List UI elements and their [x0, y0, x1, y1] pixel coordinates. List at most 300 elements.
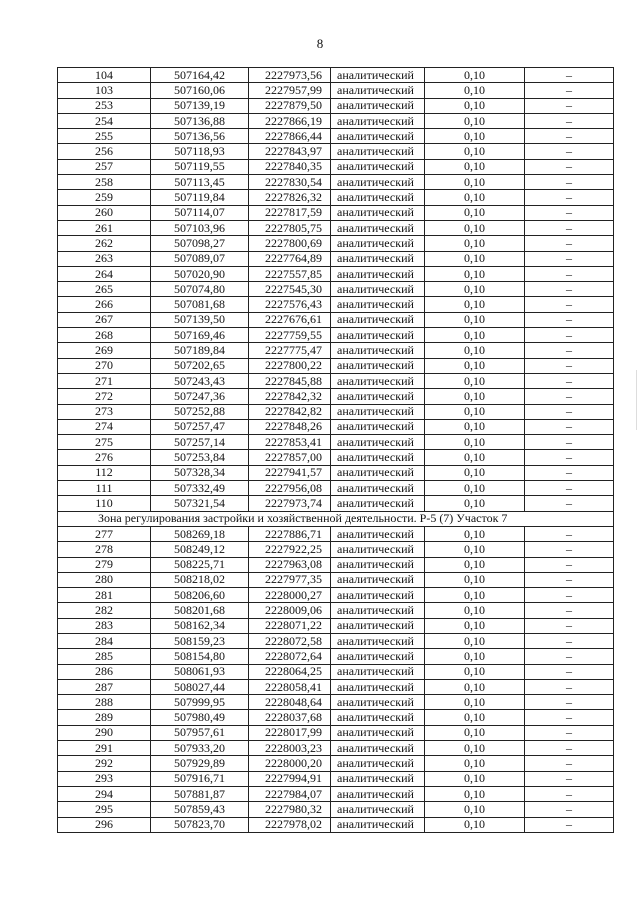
point-number-cell: 269 [58, 343, 151, 358]
table-row [58, 328, 614, 343]
note-cell: – [525, 343, 614, 358]
table-row [58, 68, 614, 83]
table-row [58, 83, 614, 98]
method-cell: аналитический [331, 282, 425, 297]
table-row [58, 450, 614, 465]
y-coordinate-cell: 2228009,06 [249, 603, 331, 618]
x-coordinate-cell: 508162,34 [151, 618, 249, 633]
accuracy-cell: 0,10 [425, 572, 525, 587]
x-coordinate-cell: 507160,06 [151, 83, 249, 98]
x-coordinate-cell: 508061,93 [151, 664, 249, 679]
method-cell: аналитический [331, 817, 425, 832]
y-coordinate-cell: 2227984,07 [249, 786, 331, 801]
method-cell: аналитический [331, 220, 425, 235]
x-coordinate-cell: 507823,70 [151, 817, 249, 832]
y-coordinate-cell: 2228058,41 [249, 679, 331, 694]
x-coordinate-cell: 507169,46 [151, 328, 249, 343]
y-coordinate-cell: 2227764,89 [249, 251, 331, 266]
method-cell: аналитический [331, 113, 425, 128]
accuracy-cell: 0,10 [425, 679, 525, 694]
table-row [58, 343, 614, 358]
accuracy-cell: 0,10 [425, 68, 525, 83]
point-number-cell: 285 [58, 649, 151, 664]
accuracy-cell: 0,10 [425, 526, 525, 541]
table-row [58, 710, 614, 725]
note-cell: – [525, 68, 614, 83]
y-coordinate-cell: 2227840,35 [249, 159, 331, 174]
table-row [58, 557, 614, 572]
y-coordinate-cell: 2227857,00 [249, 450, 331, 465]
note-cell: – [525, 175, 614, 190]
point-number-cell: 111 [58, 481, 151, 496]
accuracy-cell: 0,10 [425, 98, 525, 113]
x-coordinate-cell: 507189,84 [151, 343, 249, 358]
method-cell: аналитический [331, 358, 425, 373]
method-cell: аналитический [331, 481, 425, 496]
table-row [58, 113, 614, 128]
x-coordinate-cell: 507119,84 [151, 190, 249, 205]
method-cell: аналитический [331, 786, 425, 801]
point-number-cell: 265 [58, 282, 151, 297]
method-cell: аналитический [331, 756, 425, 771]
accuracy-cell: 0,10 [425, 588, 525, 603]
table-row [58, 741, 614, 756]
y-coordinate-cell: 2227866,19 [249, 113, 331, 128]
table-row [58, 481, 614, 496]
note-cell: – [525, 404, 614, 419]
point-number-cell: 287 [58, 679, 151, 694]
method-cell: аналитический [331, 542, 425, 557]
note-cell: – [525, 266, 614, 281]
y-coordinate-cell: 2227845,88 [249, 373, 331, 388]
note-cell: – [525, 129, 614, 144]
accuracy-cell: 0,10 [425, 802, 525, 817]
point-number-cell: 276 [58, 450, 151, 465]
table-row [58, 496, 614, 511]
accuracy-cell: 0,10 [425, 190, 525, 205]
point-number-cell: 282 [58, 603, 151, 618]
table-row [58, 236, 614, 251]
x-coordinate-cell: 507074,80 [151, 282, 249, 297]
method-cell: аналитический [331, 266, 425, 281]
method-cell: аналитический [331, 695, 425, 710]
point-number-cell: 279 [58, 557, 151, 572]
accuracy-cell: 0,10 [425, 771, 525, 786]
table-row [58, 312, 614, 327]
x-coordinate-cell: 507881,87 [151, 786, 249, 801]
table-row [58, 695, 614, 710]
method-cell: аналитический [331, 297, 425, 312]
table-row [58, 664, 614, 679]
x-coordinate-cell: 507139,19 [151, 98, 249, 113]
y-coordinate-cell: 2228072,64 [249, 649, 331, 664]
note-cell: – [525, 496, 614, 511]
point-number-cell: 284 [58, 633, 151, 648]
y-coordinate-cell: 2227853,41 [249, 435, 331, 450]
point-number-cell: 293 [58, 771, 151, 786]
x-coordinate-cell: 507328,34 [151, 465, 249, 480]
x-coordinate-cell: 507247,36 [151, 389, 249, 404]
point-number-cell: 271 [58, 373, 151, 388]
y-coordinate-cell: 2227557,85 [249, 266, 331, 281]
method-cell: аналитический [331, 633, 425, 648]
method-cell: аналитический [331, 725, 425, 740]
method-cell: аналитический [331, 129, 425, 144]
method-cell: аналитический [331, 435, 425, 450]
table-row [58, 786, 614, 801]
x-coordinate-cell: 508027,44 [151, 679, 249, 694]
accuracy-cell: 0,10 [425, 496, 525, 511]
x-coordinate-cell: 507332,49 [151, 481, 249, 496]
x-coordinate-cell: 507089,07 [151, 251, 249, 266]
section-title: Зона регулирования застройки и хозяйственной деятельности. Р-5 (7) Участок 7 [58, 511, 614, 526]
x-coordinate-cell: 507118,93 [151, 144, 249, 159]
y-coordinate-cell: 2227922,25 [249, 542, 331, 557]
accuracy-cell: 0,10 [425, 83, 525, 98]
method-cell: аналитический [331, 312, 425, 327]
point-number-cell: 275 [58, 435, 151, 450]
note-cell: – [525, 144, 614, 159]
note-cell: – [525, 756, 614, 771]
note-cell: – [525, 450, 614, 465]
table-row [58, 526, 614, 541]
method-cell: аналитический [331, 175, 425, 190]
method-cell: аналитический [331, 649, 425, 664]
note-cell: – [525, 603, 614, 618]
point-number-cell: 258 [58, 175, 151, 190]
accuracy-cell: 0,10 [425, 389, 525, 404]
point-number-cell: 274 [58, 419, 151, 434]
table-row [58, 297, 614, 312]
method-cell: аналитический [331, 450, 425, 465]
point-number-cell: 292 [58, 756, 151, 771]
method-cell: аналитический [331, 557, 425, 572]
note-cell: – [525, 679, 614, 694]
method-cell: аналитический [331, 679, 425, 694]
point-number-cell: 283 [58, 618, 151, 633]
method-cell: аналитический [331, 802, 425, 817]
note-cell: – [525, 389, 614, 404]
x-coordinate-cell: 508269,18 [151, 526, 249, 541]
table-row [58, 175, 614, 190]
accuracy-cell: 0,10 [425, 373, 525, 388]
accuracy-cell: 0,10 [425, 297, 525, 312]
y-coordinate-cell: 2227805,75 [249, 220, 331, 235]
y-coordinate-cell: 2227676,61 [249, 312, 331, 327]
x-coordinate-cell: 508201,68 [151, 603, 249, 618]
point-number-cell: 103 [58, 83, 151, 98]
note-cell: – [525, 710, 614, 725]
x-coordinate-cell: 507929,89 [151, 756, 249, 771]
method-cell: аналитический [331, 618, 425, 633]
y-coordinate-cell: 2227545,30 [249, 282, 331, 297]
x-coordinate-cell: 507164,42 [151, 68, 249, 83]
y-coordinate-cell: 2227826,32 [249, 190, 331, 205]
y-coordinate-cell: 2228064,25 [249, 664, 331, 679]
table-row [58, 129, 614, 144]
method-cell: аналитический [331, 98, 425, 113]
note-cell: – [525, 190, 614, 205]
method-cell: аналитический [331, 159, 425, 174]
point-number-cell: 266 [58, 297, 151, 312]
y-coordinate-cell: 2227842,82 [249, 404, 331, 419]
point-number-cell: 261 [58, 220, 151, 235]
point-number-cell: 259 [58, 190, 151, 205]
note-cell: – [525, 236, 614, 251]
point-number-cell: 253 [58, 98, 151, 113]
table-row [58, 205, 614, 220]
y-coordinate-cell: 2227978,02 [249, 817, 331, 832]
point-number-cell: 273 [58, 404, 151, 419]
method-cell: аналитический [331, 603, 425, 618]
point-number-cell: 278 [58, 542, 151, 557]
accuracy-cell: 0,10 [425, 756, 525, 771]
table-row [58, 373, 614, 388]
table-row [58, 725, 614, 740]
point-number-cell: 295 [58, 802, 151, 817]
point-number-cell: 296 [58, 817, 151, 832]
scan-margin-mark [636, 370, 637, 430]
table-row [58, 756, 614, 771]
y-coordinate-cell: 2227980,32 [249, 802, 331, 817]
x-coordinate-cell: 507113,45 [151, 175, 249, 190]
point-number-cell: 263 [58, 251, 151, 266]
note-cell: – [525, 588, 614, 603]
x-coordinate-cell: 507980,49 [151, 710, 249, 725]
y-coordinate-cell: 2227973,56 [249, 68, 331, 83]
table-row [58, 220, 614, 235]
note-cell: – [525, 618, 614, 633]
point-number-cell: 256 [58, 144, 151, 159]
x-coordinate-cell: 507252,88 [151, 404, 249, 419]
method-cell: аналитический [331, 68, 425, 83]
y-coordinate-cell: 2227576,43 [249, 297, 331, 312]
point-number-cell: 291 [58, 741, 151, 756]
x-coordinate-cell: 507933,20 [151, 741, 249, 756]
table-row [58, 649, 614, 664]
point-number-cell: 294 [58, 786, 151, 801]
method-cell: аналитический [331, 83, 425, 98]
point-number-cell: 262 [58, 236, 151, 251]
table-row [58, 542, 614, 557]
table-row [58, 404, 614, 419]
y-coordinate-cell: 2228037,68 [249, 710, 331, 725]
note-cell: – [525, 83, 614, 98]
accuracy-cell: 0,10 [425, 220, 525, 235]
x-coordinate-cell: 507253,84 [151, 450, 249, 465]
point-number-cell: 281 [58, 588, 151, 603]
accuracy-cell: 0,10 [425, 205, 525, 220]
x-coordinate-cell: 507202,65 [151, 358, 249, 373]
point-number-cell: 110 [58, 496, 151, 511]
method-cell: аналитический [331, 404, 425, 419]
x-coordinate-cell: 507957,61 [151, 725, 249, 740]
accuracy-cell: 0,10 [425, 817, 525, 832]
note-cell: – [525, 419, 614, 434]
table-row [58, 419, 614, 434]
y-coordinate-cell: 2227941,57 [249, 465, 331, 480]
note-cell: – [525, 358, 614, 373]
method-cell: аналитический [331, 771, 425, 786]
y-coordinate-cell: 2227817,59 [249, 205, 331, 220]
note-cell: – [525, 664, 614, 679]
point-number-cell: 268 [58, 328, 151, 343]
point-number-cell: 290 [58, 725, 151, 740]
x-coordinate-cell: 508249,12 [151, 542, 249, 557]
y-coordinate-cell: 2227775,47 [249, 343, 331, 358]
x-coordinate-cell: 507859,43 [151, 802, 249, 817]
y-coordinate-cell: 2227830,54 [249, 175, 331, 190]
x-coordinate-cell: 507103,96 [151, 220, 249, 235]
x-coordinate-cell: 507257,47 [151, 419, 249, 434]
point-number-cell: 255 [58, 129, 151, 144]
accuracy-cell: 0,10 [425, 343, 525, 358]
method-cell: аналитический [331, 389, 425, 404]
x-coordinate-cell: 507243,43 [151, 373, 249, 388]
method-cell: аналитический [331, 205, 425, 220]
method-cell: аналитический [331, 419, 425, 434]
y-coordinate-cell: 2227842,32 [249, 389, 331, 404]
table-row [58, 358, 614, 373]
y-coordinate-cell: 2228072,58 [249, 633, 331, 648]
note-cell: – [525, 205, 614, 220]
accuracy-cell: 0,10 [425, 450, 525, 465]
table-row [58, 572, 614, 587]
y-coordinate-cell: 2227759,55 [249, 328, 331, 343]
point-number-cell: 104 [58, 68, 151, 83]
table-row [58, 603, 614, 618]
table-row [58, 771, 614, 786]
method-cell: аналитический [331, 664, 425, 679]
accuracy-cell: 0,10 [425, 282, 525, 297]
table-row [58, 190, 614, 205]
x-coordinate-cell: 507136,88 [151, 113, 249, 128]
accuracy-cell: 0,10 [425, 312, 525, 327]
accuracy-cell: 0,10 [425, 144, 525, 159]
y-coordinate-cell: 2228071,22 [249, 618, 331, 633]
point-number-cell: 288 [58, 695, 151, 710]
method-cell: аналитический [331, 465, 425, 480]
table-row [58, 389, 614, 404]
accuracy-cell: 0,10 [425, 358, 525, 373]
table-row [58, 282, 614, 297]
method-cell: аналитический [331, 572, 425, 587]
note-cell: – [525, 817, 614, 832]
x-coordinate-cell: 507020,90 [151, 266, 249, 281]
note-cell: – [525, 328, 614, 343]
table-row [58, 679, 614, 694]
table-row [58, 266, 614, 281]
point-number-cell: 267 [58, 312, 151, 327]
table-section-heading [58, 511, 614, 526]
point-number-cell: 289 [58, 710, 151, 725]
note-cell: – [525, 802, 614, 817]
point-number-cell: 286 [58, 664, 151, 679]
table-row [58, 588, 614, 603]
accuracy-cell: 0,10 [425, 236, 525, 251]
point-number-cell: 277 [58, 526, 151, 541]
accuracy-cell: 0,10 [425, 741, 525, 756]
table-row [58, 98, 614, 113]
accuracy-cell: 0,10 [425, 786, 525, 801]
method-cell: аналитический [331, 741, 425, 756]
accuracy-cell: 0,10 [425, 251, 525, 266]
y-coordinate-cell: 2227879,50 [249, 98, 331, 113]
x-coordinate-cell: 507114,07 [151, 205, 249, 220]
point-number-cell: 260 [58, 205, 151, 220]
y-coordinate-cell: 2227994,91 [249, 771, 331, 786]
method-cell: аналитический [331, 710, 425, 725]
x-coordinate-cell: 507321,54 [151, 496, 249, 511]
note-cell: – [525, 572, 614, 587]
y-coordinate-cell: 2227963,08 [249, 557, 331, 572]
accuracy-cell: 0,10 [425, 419, 525, 434]
note-cell: – [525, 297, 614, 312]
note-cell: – [525, 98, 614, 113]
table-row [58, 465, 614, 480]
note-cell: – [525, 159, 614, 174]
note-cell: – [525, 282, 614, 297]
x-coordinate-cell: 508159,23 [151, 633, 249, 648]
method-cell: аналитический [331, 144, 425, 159]
table-row [58, 633, 614, 648]
point-number-cell: 272 [58, 389, 151, 404]
accuracy-cell: 0,10 [425, 725, 525, 740]
table-row [58, 817, 614, 832]
point-number-cell: 257 [58, 159, 151, 174]
note-cell: – [525, 557, 614, 572]
x-coordinate-cell: 507139,50 [151, 312, 249, 327]
y-coordinate-cell: 2227957,99 [249, 83, 331, 98]
note-cell: – [525, 542, 614, 557]
method-cell: аналитический [331, 343, 425, 358]
y-coordinate-cell: 2227977,35 [249, 572, 331, 587]
x-coordinate-cell: 507098,27 [151, 236, 249, 251]
method-cell: аналитический [331, 496, 425, 511]
note-cell: – [525, 481, 614, 496]
y-coordinate-cell: 2227800,22 [249, 358, 331, 373]
note-cell: – [525, 113, 614, 128]
y-coordinate-cell: 2227800,69 [249, 236, 331, 251]
accuracy-cell: 0,10 [425, 266, 525, 281]
accuracy-cell: 0,10 [425, 603, 525, 618]
note-cell: – [525, 220, 614, 235]
method-cell: аналитический [331, 251, 425, 266]
x-coordinate-cell: 507257,14 [151, 435, 249, 450]
y-coordinate-cell: 2227973,74 [249, 496, 331, 511]
x-coordinate-cell: 507916,71 [151, 771, 249, 786]
note-cell: – [525, 435, 614, 450]
table-row [58, 159, 614, 174]
accuracy-cell: 0,10 [425, 404, 525, 419]
x-coordinate-cell: 508206,60 [151, 588, 249, 603]
accuracy-cell: 0,10 [425, 557, 525, 572]
y-coordinate-cell: 2227956,08 [249, 481, 331, 496]
x-coordinate-cell: 508225,71 [151, 557, 249, 572]
accuracy-cell: 0,10 [425, 695, 525, 710]
table-row [58, 618, 614, 633]
y-coordinate-cell: 2227866,44 [249, 129, 331, 144]
accuracy-cell: 0,10 [425, 159, 525, 174]
x-coordinate-cell: 508218,02 [151, 572, 249, 587]
table-section-a [58, 68, 614, 512]
y-coordinate-cell: 2228048,64 [249, 695, 331, 710]
accuracy-cell: 0,10 [425, 328, 525, 343]
point-number-cell: 112 [58, 465, 151, 480]
accuracy-cell: 0,10 [425, 618, 525, 633]
x-coordinate-cell: 507119,55 [151, 159, 249, 174]
page-number: 8 [316, 36, 324, 51]
